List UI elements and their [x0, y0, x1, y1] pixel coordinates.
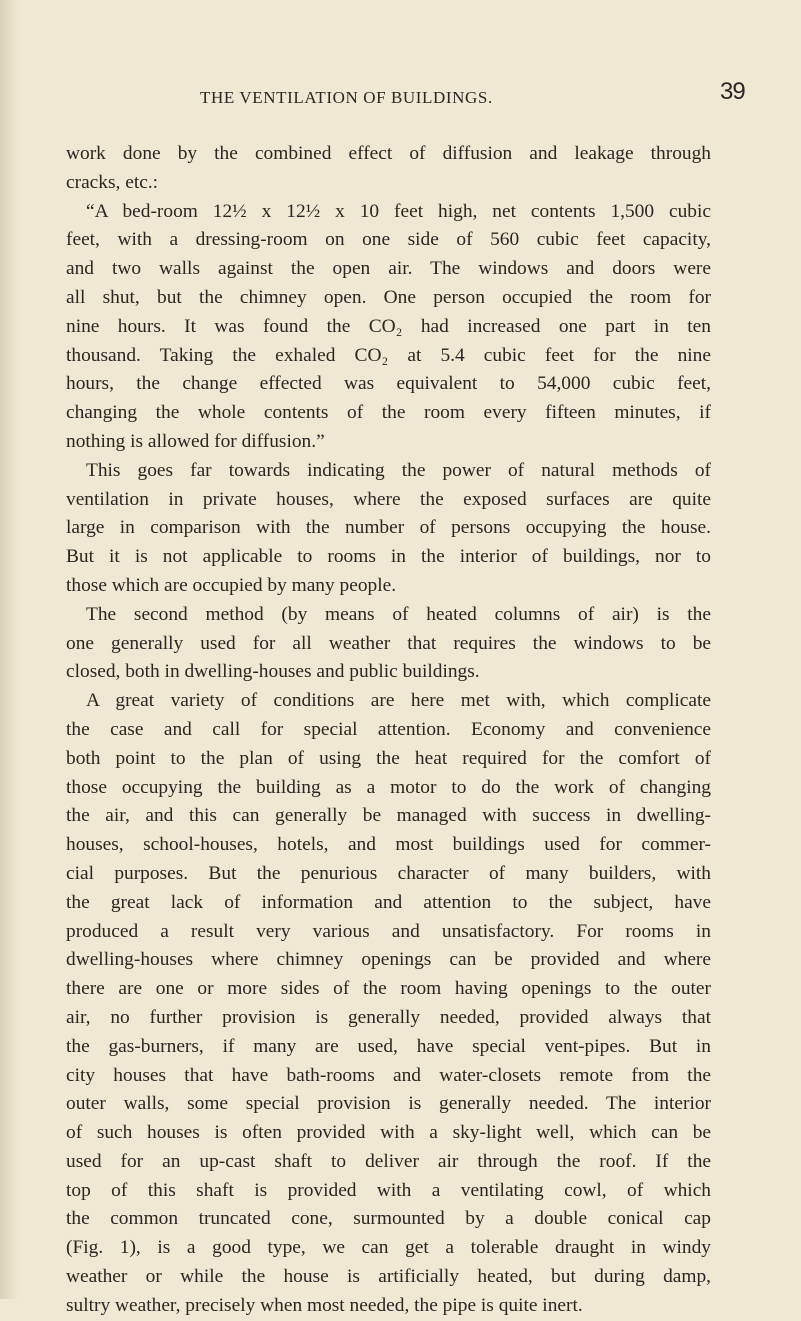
text-line: This goes far towards indicating the power of natural methods of: [86, 459, 711, 481]
text-line: cracks, etc.:: [66, 171, 159, 193]
text-line: sultry weather, precisely when most needed, the pipe is quite inert.: [66, 1294, 583, 1316]
body-text: [66, 140, 711, 1321]
text-line: there are one or more sides of the room having openings to the outer: [66, 978, 711, 1000]
page-edge-shadow: [0, 0, 18, 1299]
text-line: cial purposes. But the penurious character of many builders, with: [66, 862, 711, 884]
text-line: of such houses is often provided with a sky-light well, which can be: [66, 1122, 711, 1144]
text-line: one generally used for all weather that requires the windows to be: [66, 632, 711, 654]
running-header: [0, 78, 801, 116]
text-line: outer walls, some special provision is generally needed. The interior: [66, 1093, 711, 1115]
text-line: large in comparison with the number of persons occupying the house.: [66, 517, 711, 539]
text-line: those occupying the building as a motor to do the work of changing: [66, 776, 711, 798]
text-line: those which are occupied by many people.: [66, 574, 397, 596]
text-line: the common truncated cone, surmounted by a double conical cap: [66, 1208, 711, 1230]
text-line: both point to the plan of using the heat required for the comfort of: [66, 747, 711, 769]
text-line: A great variety of conditions are here met with, which complicate: [86, 690, 711, 712]
text-line: work done by the combined effect of diffusion and leakage through: [66, 143, 711, 164]
text-line: top of this shaft is provided with a ventilating cowl, of which: [66, 1179, 711, 1201]
running-title: THE VENTILATION OF BUILDINGS.: [200, 88, 493, 107]
text-line: city houses that have bath-rooms and water-closets remote from the: [66, 1064, 711, 1086]
text-line: the great lack of information and attention to the subject, have: [66, 891, 711, 913]
text-line: thousand. Taking the exhaled CO₂ at 5.4 cubic feet for the nine: [66, 344, 711, 366]
text-line: all shut, but the chimney open. One person occupied the room for: [66, 286, 711, 308]
text-line: changing the whole contents of the room every fifteen minutes, if: [66, 402, 711, 424]
text-line: (Fig. 1), is a good type, we can get a tolerable draught in windy: [66, 1237, 711, 1259]
text-line: dwelling-houses where chimney openings can be provided and where: [66, 949, 711, 971]
text-line: the gas-burners, if many are used, have special vent-pipes. But in: [66, 1035, 711, 1057]
text-line: air, no further provision is generally needed, provided always that: [66, 1006, 711, 1028]
text-line: the case and call for special attention. Economy and convenience: [66, 718, 711, 740]
text-line: closed, both in dwelling-houses and public buildings.: [66, 661, 480, 683]
text-line: and two walls against the open air. The windows and doors were: [66, 258, 711, 280]
text-line: houses, school-houses, hotels, and most buildings used for commer-: [66, 834, 711, 856]
text-line: produced a result very various and unsatisfactory. For rooms in: [66, 920, 711, 942]
text-line: weather or while the house is artificially heated, but during damp,: [66, 1266, 711, 1288]
text-line: nothing is allowed for diffusion.”: [66, 430, 325, 452]
text-line: nine hours. It was found the CO₂ had increased one part in ten: [66, 315, 711, 337]
text-line: used for an up-cast shaft to deliver air through the roof. If the: [66, 1150, 711, 1172]
text-line: feet, with a dressing-room on one side of 560 cubic feet capacity,: [66, 229, 711, 251]
text-line: But it is not applicable to rooms in the interior of buildings, nor to: [66, 546, 711, 568]
text-line: The second method (by means of heated columns of air) is the: [86, 603, 711, 625]
text-line: “A bed-room 12½ x 12½ x 10 feet high, net contents 1,500 cubic: [86, 200, 711, 222]
text-line: the air, and this can generally be managed with success in dwelling-: [66, 805, 711, 827]
text-line: hours, the change effected was equivalent to 54,000 cubic feet,: [66, 373, 711, 395]
page-number: 39: [720, 78, 745, 105]
text-line: ventilation in private houses, where the exposed surfaces are quite: [66, 488, 711, 510]
